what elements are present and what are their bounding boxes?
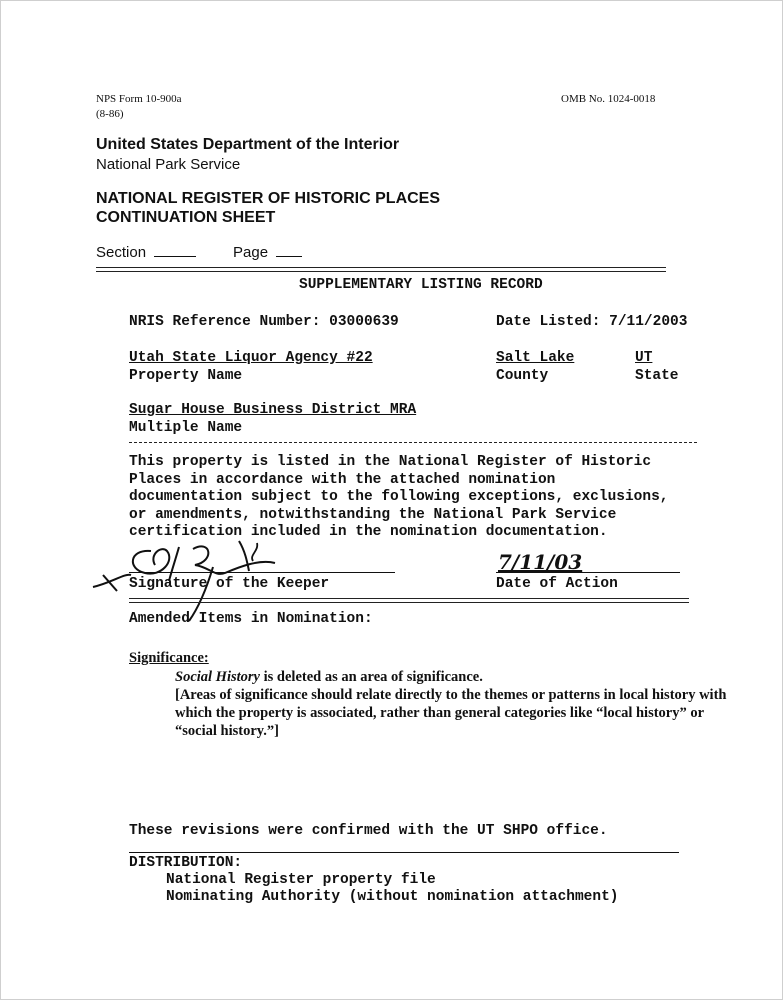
multiple-name-label: Multiple Name bbox=[129, 420, 243, 436]
record-heading: SUPPLEMENTARY LISTING RECORD bbox=[299, 277, 543, 293]
distribution-item: National Register property file bbox=[166, 872, 436, 888]
page-blank bbox=[276, 244, 302, 257]
date-listed-label: Date Listed: bbox=[496, 314, 601, 330]
significance-deletion-text: is deleted as an area of significance. bbox=[260, 669, 483, 685]
header-divider bbox=[96, 267, 666, 272]
omb-number: OMB No. 1024-0018 bbox=[561, 93, 656, 105]
section-blank bbox=[154, 244, 196, 257]
significance-area: Social History bbox=[175, 669, 260, 685]
action-date-handwritten: 7/11/03 bbox=[498, 550, 583, 574]
date-listed-value: 7/11/2003 bbox=[609, 314, 688, 330]
distribution-item: Nominating Authority (without nomination attachment) bbox=[166, 889, 619, 905]
page-field bbox=[233, 244, 302, 261]
form-date: (8-86) bbox=[96, 108, 124, 120]
significance-note: [Areas of significance should relate directly to the themes or patterns in local history with which the property is associated, rather than general categories like “local history” or “social history.”] bbox=[175, 687, 727, 739]
county-value: Salt Lake bbox=[496, 350, 575, 366]
agency-name: National Park Service bbox=[96, 156, 241, 173]
date-listed bbox=[496, 314, 687, 330]
significance-deletion bbox=[175, 668, 735, 686]
action-date-label: Date of Action bbox=[496, 576, 618, 592]
signature-divider bbox=[129, 598, 689, 603]
listing-statement: This property is listed in the National Register of Historic Places in accordance with the attached nomination documentation subject to the following exceptions, exclusions, or amendments, notwithstanding the National Park Service certification included in the nomination documentation. bbox=[129, 454, 669, 540]
section-field bbox=[96, 244, 196, 261]
department-name: United States Department of the Interior bbox=[96, 136, 400, 153]
distribution-divider bbox=[129, 852, 679, 853]
nris-reference bbox=[129, 314, 399, 330]
property-name-label: Property Name bbox=[129, 368, 243, 384]
continuation-title: CONTINUATION SHEET bbox=[96, 209, 276, 226]
register-title: NATIONAL REGISTER OF HISTORIC PLACES bbox=[96, 190, 441, 207]
significance-heading: Significance: bbox=[129, 650, 209, 666]
property-name-value: Utah State Liquor Agency #22 bbox=[129, 350, 373, 366]
state-label: State bbox=[635, 368, 679, 384]
form-number: NPS Form 10-900a bbox=[96, 93, 182, 105]
nris-value: 03000639 bbox=[329, 314, 399, 330]
amended-items-heading: Amended Items in Nomination: bbox=[129, 611, 373, 627]
page-label: Page bbox=[233, 244, 269, 261]
county-label: County bbox=[496, 368, 549, 384]
section-label: Section bbox=[96, 244, 147, 261]
record-dashed-divider bbox=[129, 442, 697, 443]
multiple-name-value: Sugar House Business District MRA bbox=[129, 402, 417, 418]
signature-label: Signature of the Keeper bbox=[129, 576, 330, 592]
state-value: UT bbox=[635, 350, 653, 366]
distribution-label: DISTRIBUTION: bbox=[129, 855, 243, 871]
nris-label: NRIS Reference Number: bbox=[129, 314, 321, 330]
confirmation-text: These revisions were confirmed with the UT SHPO office. bbox=[129, 823, 608, 839]
